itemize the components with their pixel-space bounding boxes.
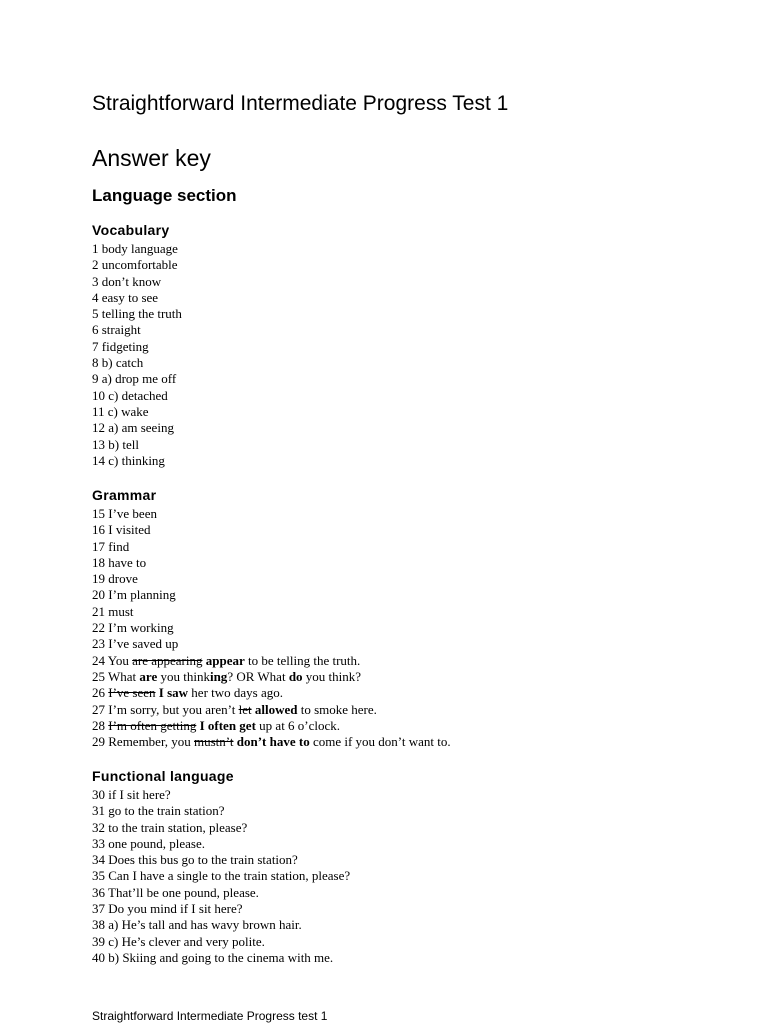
correct-answer-text: I often get: [199, 717, 256, 733]
answer-item: 36 That’ll be one pound, please.: [92, 884, 259, 900]
answer-text: 20 I’m planning: [92, 587, 176, 603]
answer-item: 2 uncomfortable: [92, 257, 178, 273]
answer-text: ? OR What: [227, 668, 289, 684]
answer-item: [92, 571, 451, 587]
answer-item: [92, 555, 451, 571]
answer-text: 22 I’m working: [92, 620, 174, 636]
answer-item: 7 fidgeting: [92, 338, 149, 354]
vocabulary-answer-list: [92, 241, 182, 469]
document-title: Straightforward Intermediate Progress Test 1: [92, 92, 509, 115]
grammar-heading: Grammar: [92, 487, 157, 503]
language-section-heading: Language section: [92, 186, 237, 205]
answer-text: 25 What: [92, 668, 140, 684]
answer-item: 33 one pound, please.: [92, 835, 206, 851]
answer-item: 4 easy to see: [92, 289, 159, 305]
answer-text: 28: [92, 717, 109, 733]
answer-text: her two days ago.: [188, 685, 283, 701]
answer-item: 31 go to the train station?: [92, 803, 225, 819]
functional-language-section: [92, 768, 350, 966]
answer-item: 10 c) detached: [92, 387, 168, 403]
answer-item: [92, 718, 451, 734]
answer-text: 15 I’ve been: [92, 506, 157, 521]
answer-text: you think?: [302, 668, 362, 684]
answer-text: 21 must: [92, 603, 134, 619]
answer-text: 17 find: [92, 538, 130, 554]
answer-item: 6 straight: [92, 322, 141, 338]
answer-item: [92, 620, 451, 636]
answer-text: 26: [92, 685, 109, 701]
answer-text: to be telling the truth.: [244, 652, 361, 668]
answer-item: [92, 539, 451, 555]
struck-text: I’m often getting: [108, 717, 197, 733]
functional-language-answer-list: [92, 787, 350, 966]
answer-item: 14 c) thinking: [92, 452, 165, 468]
answer-item: [92, 506, 451, 522]
answer-item: 3 don’t know: [92, 273, 162, 289]
answer-text: 19 drove: [92, 571, 138, 587]
answer-item: 12 a) am seeing: [92, 420, 174, 436]
answer-text: 27 I’m sorry, but you aren’t: [92, 701, 239, 717]
answer-item: [92, 669, 451, 685]
answer-item: 39 c) He’s clever and very polite.: [92, 933, 265, 949]
answer-text: 24 You: [92, 652, 133, 668]
correct-answer-text: ing: [209, 668, 228, 684]
answer-item: [92, 636, 451, 652]
answer-item: 11 c) wake: [92, 403, 149, 419]
answer-item: 5 telling the truth: [92, 306, 182, 322]
answer-text: you think: [157, 668, 210, 684]
vocabulary-heading: Vocabulary: [92, 222, 170, 238]
answer-item: [92, 653, 451, 669]
answer-item: 9 a) drop me off: [92, 371, 177, 387]
grammar-section: [92, 487, 451, 750]
answer-item: 32 to the train station, please?: [92, 819, 248, 835]
correct-answer-text: don’t have to: [236, 734, 310, 750]
page-footer: Straightforward Intermediate Progress test 1: [92, 1009, 328, 1023]
answer-item: 13 b) tell: [92, 436, 139, 452]
answer-item: 8 b) catch: [92, 355, 144, 371]
answer-item: 30 if I sit here?: [92, 787, 171, 802]
answer-item: 1 body language: [92, 241, 178, 256]
answer-item: 40 b) Skiing and going to the cinema with me.: [92, 949, 334, 965]
answer-item: 34 Does this bus go to the train station?: [92, 852, 298, 868]
answer-item: [92, 604, 451, 620]
answer-text: 23 I’ve saved up: [92, 636, 179, 652]
answer-text: up at 6 o’clock.: [255, 717, 341, 733]
functional-language-heading: Functional language: [92, 768, 234, 784]
struck-text: I’ve seen: [108, 685, 156, 701]
answer-text: come if you don’t want to.: [309, 734, 451, 750]
correct-answer-text: allowed: [254, 701, 298, 717]
answer-item: [92, 685, 451, 701]
struck-text: mustn’t: [194, 734, 234, 750]
struck-text: are appearing: [132, 652, 203, 668]
answer-item: [92, 734, 451, 750]
correct-answer-text: do: [288, 668, 303, 684]
vocabulary-section: [92, 222, 182, 469]
answer-item: 35 Can I have a single to the train station, please?: [92, 868, 351, 884]
answer-text: 29 Remember, you: [92, 734, 195, 750]
struck-text: let: [238, 701, 252, 717]
answer-item: 38 a) He’s tall and has wavy brown hair.: [92, 917, 302, 933]
correct-answer-text: are: [139, 668, 158, 684]
answer-item: [92, 702, 451, 718]
correct-answer-text: I saw: [158, 685, 189, 701]
answer-item: 37 Do you mind if I sit here?: [92, 901, 243, 917]
answer-text: 18 have to: [92, 554, 147, 570]
correct-answer-text: appear: [205, 652, 245, 668]
grammar-answer-list: [92, 506, 451, 750]
answer-key-heading: Answer key: [92, 145, 211, 171]
answer-item: [92, 522, 451, 538]
answer-item: [92, 587, 451, 603]
answer-text: 16 I visited: [92, 522, 151, 538]
answer-text: to smoke here.: [297, 701, 377, 717]
